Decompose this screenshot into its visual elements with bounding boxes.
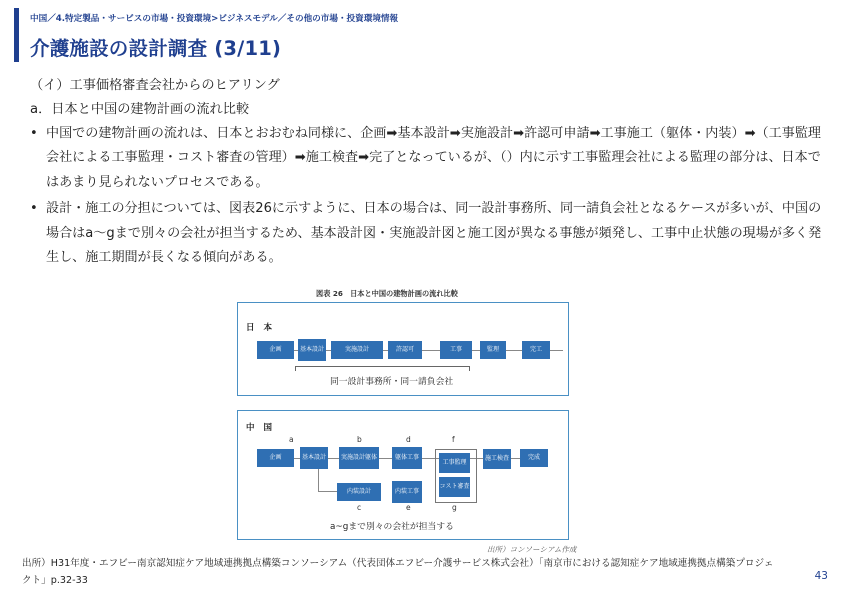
bullet-item: • 設計・施工の分担については、図表26に示すように、日本の場合は、同一設計事務所、同一請負会社となるケースが多いが、中国の場合はa～gまで別々の会社が担当するため、基本設計図・実施設計図と施工図が異なる事態が頻発し、工事中止状態の現場が多く発生し、施工期間が長くなる傾向がある。: [28, 197, 828, 270]
china-step-interior-work: 内装工事: [392, 481, 422, 503]
letter-a: a: [289, 435, 294, 444]
china-step-detail-design: 実施設計躯体: [339, 447, 379, 469]
figure-source-stamp: 出所）コンソーシアム作成: [487, 545, 577, 554]
japan-bracket: [295, 366, 470, 371]
breadcrumb: 中国／4.特定製品・サービスの市場・投資環境>ビジネスモデル／その他の市場・投資環境情報: [30, 14, 399, 24]
bullet-list: [28, 122, 828, 272]
figure-title: 図表 26 日本と中国の建物計画の流れ比較: [316, 289, 458, 298]
china-step-planning: 企画: [257, 449, 294, 467]
letter-e: e: [406, 503, 411, 512]
japan-step-planning: 企画: [257, 341, 294, 359]
source-footnote: 出所）H31年度・エフビー南京認知症ケア地域連携拠点構築コンソーシアム（代表団体エフビー介護サービス株式会社）「南京市における認知症ケア地域連携拠点構築プロジェクト」p.32-33: [22, 558, 774, 586]
letter-c: c: [357, 503, 362, 512]
japan-flow-panel: [237, 302, 569, 396]
china-note: a~gまで別々の会社が担当する: [330, 522, 454, 532]
japan-step-permit: 許認可: [388, 341, 422, 359]
china-step-basic-design: 基本設計: [300, 447, 328, 469]
japan-note: 同一設計事務所・同一請負会社: [330, 377, 454, 387]
china-step-cost-review: コスト審査: [439, 477, 470, 497]
subheading-comparison: a．日本と中国の建物計画の流れ比較: [30, 102, 250, 117]
china-label: 中 国: [246, 423, 275, 433]
japan-step-supervision: 監理: [480, 341, 506, 359]
japan-step-basic-design: 基本設計: [298, 339, 326, 361]
china-flow-panel: [237, 410, 569, 540]
bullet-item: • 中国での建物計画の流れは、日本とおおむね同様に、企画➡基本設計➡実施設計➡許認可申請➡工事施工（躯体・内装）➡（工事監理会社による工事監理・コスト審査の管理）➡施工検査➡完了となっているが、（）内に示す工事監理会社による監理の部分は、日本ではあまり見られないプロセスである。: [28, 122, 828, 195]
letter-g: g: [452, 503, 457, 512]
china-branch-line: [318, 467, 319, 491]
china-step-inspection: 施工検査: [483, 449, 511, 469]
japan-step-construction: 工事: [440, 341, 472, 359]
japan-label: 日 本: [246, 323, 275, 333]
china-step-structure-work: 躯体工事: [392, 447, 422, 469]
subheading-hearing: （イ）工事価格審査会社からのヒアリング: [30, 78, 280, 93]
china-step-interior-design: 内装設計: [337, 483, 381, 501]
letter-b: b: [357, 435, 362, 444]
title-accent-bar: [14, 8, 19, 62]
page-number: 43: [814, 570, 828, 582]
letter-d: d: [406, 435, 411, 444]
page-title: 介護施設の設計調査 (3/11): [30, 37, 282, 60]
china-step-supervision: 工事監理: [439, 453, 470, 473]
japan-step-detail-design: 実施設計: [331, 341, 383, 359]
china-step-completion: 完成: [520, 449, 548, 467]
letter-f: f: [452, 435, 455, 444]
japan-step-completion: 完工: [522, 341, 550, 359]
